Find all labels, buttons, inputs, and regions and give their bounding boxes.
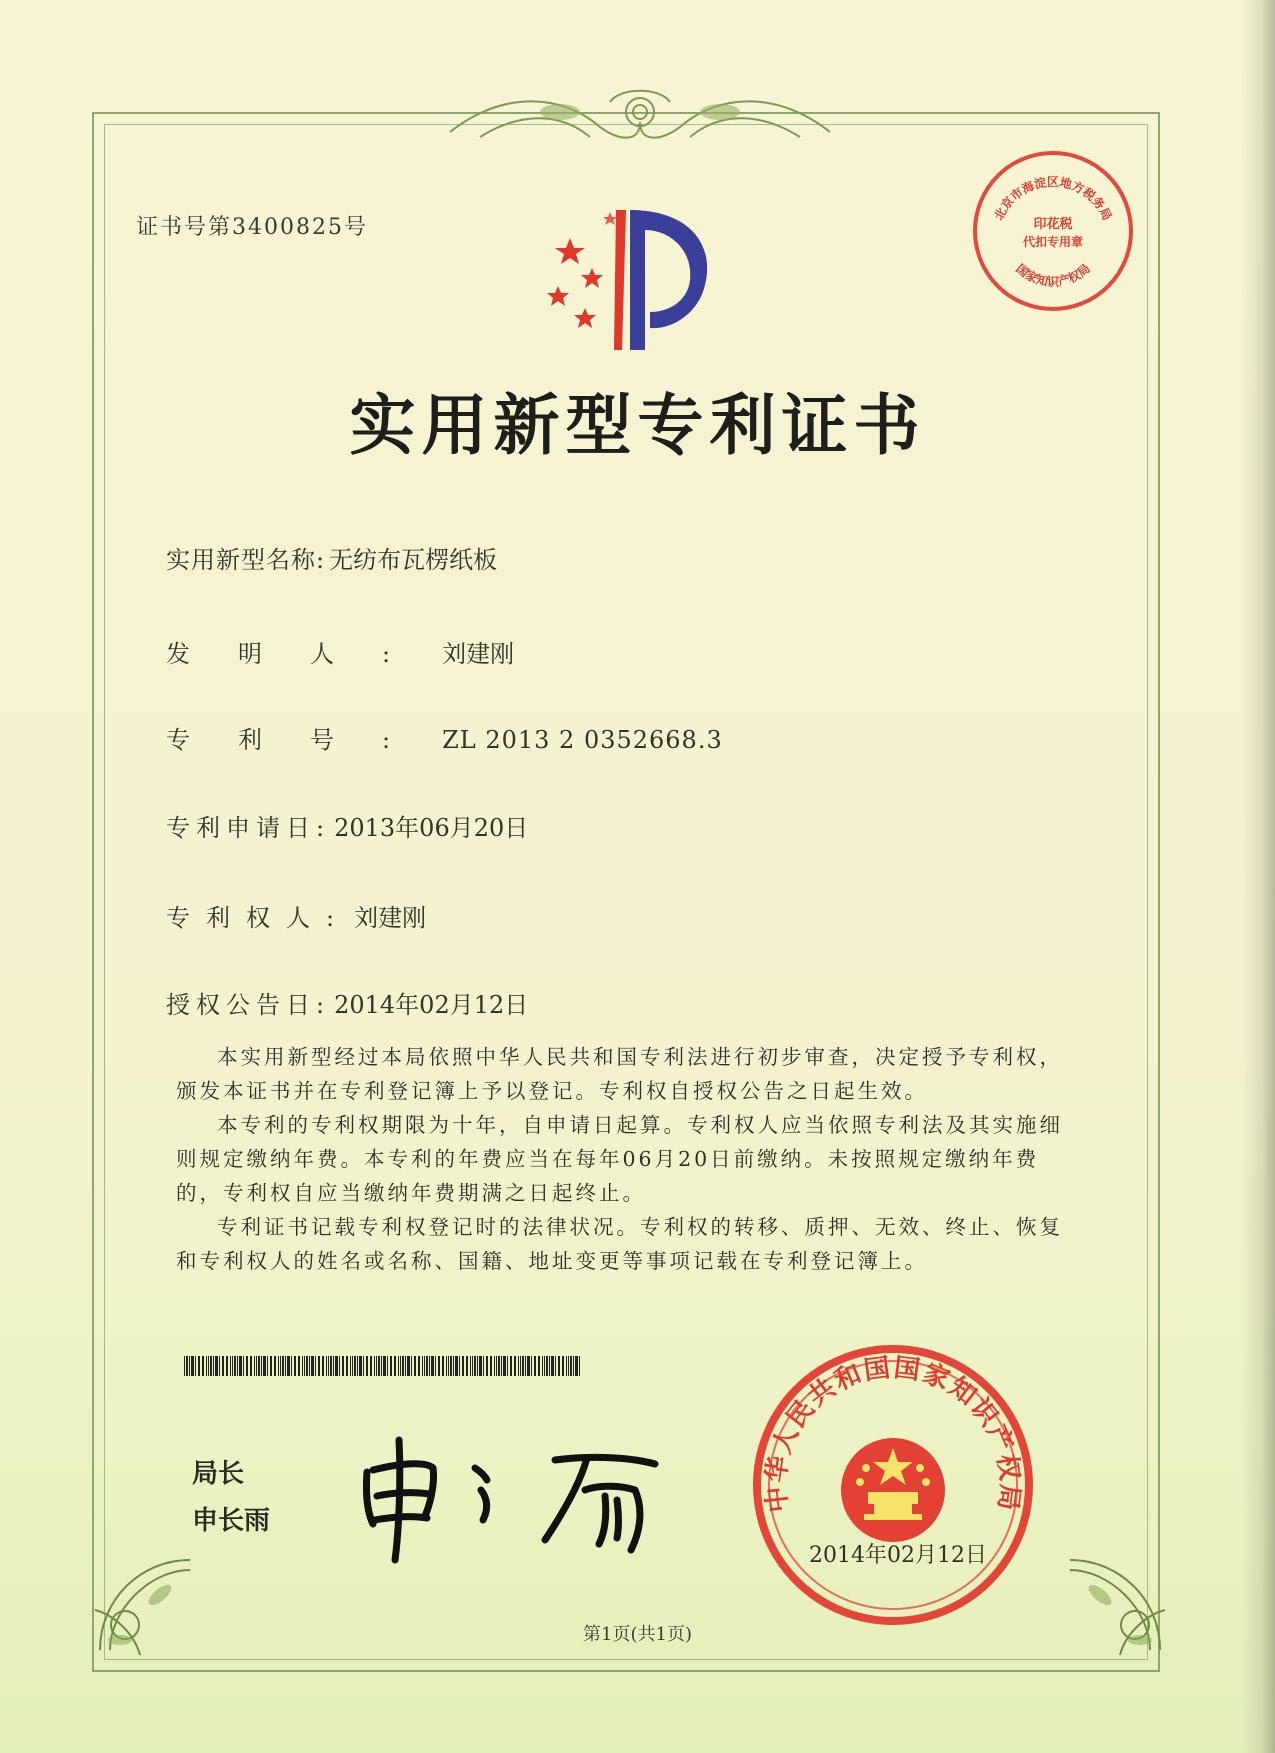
barcode-bar xyxy=(562,1356,564,1376)
barcode-bar xyxy=(394,1356,396,1376)
corner-ornament-icon xyxy=(1050,1540,1180,1670)
barcode-bar xyxy=(387,1356,388,1376)
barcode-bar xyxy=(267,1356,268,1376)
barcode-bar xyxy=(542,1356,543,1376)
national-emblem-icon xyxy=(841,1438,945,1542)
barcode-bar xyxy=(302,1356,303,1376)
barcode-bar xyxy=(503,1356,506,1376)
field-value: 2014年02月12日 xyxy=(334,991,529,1019)
barcode-bar xyxy=(232,1356,233,1376)
barcode-bar xyxy=(400,1356,401,1376)
field-label: 实用新型名称: xyxy=(166,546,326,574)
barcode-bar xyxy=(186,1356,188,1376)
barcode-bar xyxy=(525,1356,526,1376)
barcode-bar xyxy=(566,1356,567,1376)
barcode-bar xyxy=(326,1356,327,1376)
barcode-bar xyxy=(298,1356,300,1376)
certificate-body xyxy=(176,1040,1076,1278)
barcode-bar xyxy=(522,1356,524,1376)
barcode-bar xyxy=(263,1356,266,1376)
field-label: 授权公告日: xyxy=(166,991,331,1019)
barcode-bar xyxy=(213,1356,214,1376)
barcode-bar xyxy=(418,1356,420,1376)
barcode-bar xyxy=(270,1356,272,1376)
barcode-bar xyxy=(198,1356,200,1376)
barcode-bar xyxy=(570,1356,572,1376)
barcode-bar xyxy=(335,1356,338,1376)
barcode-bar xyxy=(309,1356,310,1376)
director-title: 局长 xyxy=(192,1459,245,1489)
page-fold-shadow xyxy=(1241,0,1275,1753)
page-indicator: 第1页(共1页) xyxy=(583,1624,692,1645)
barcode-bar xyxy=(507,1356,508,1376)
barcode-bar xyxy=(494,1356,495,1376)
barcode-bar xyxy=(501,1356,502,1376)
barcode-bar xyxy=(555,1356,556,1376)
barcode-bar xyxy=(256,1356,257,1376)
svg-text:中华人民共和国国家知识产权局: 中华人民共和国国家知识产权局 xyxy=(761,1353,1025,1514)
barcode-bar xyxy=(579,1356,580,1376)
barcode-bar xyxy=(246,1356,248,1376)
barcode-bar xyxy=(258,1356,260,1376)
field-application-date xyxy=(166,808,528,843)
corner-ornament-icon xyxy=(80,1540,210,1670)
field-value: ZL 2013 2 0352668.3 xyxy=(442,726,723,754)
body-paragraph: 专利证书记载专利权登记时的法律状况。专利权的转移、质押、无效、终止、恢复和专利权人的姓名或名称、国籍、地址变更等事项记载在专利登记簿上。 xyxy=(176,1215,1063,1273)
barcode-bar xyxy=(402,1356,404,1376)
barcode-bar xyxy=(282,1356,284,1376)
barcode-bar xyxy=(189,1356,190,1376)
barcode-bar xyxy=(414,1356,416,1376)
barcode-bar xyxy=(339,1356,340,1376)
field-inventor xyxy=(166,634,514,669)
body-paragraph: 本实用新型经过本局依照中华人民共和国专利法进行初步审查，决定授予专利权，颁发本证书并在专利登记簿上予以登记。专利权自授权公告之日起生效。 xyxy=(176,1045,1063,1103)
field-label: 专利号: xyxy=(166,726,439,754)
barcode-bar xyxy=(342,1356,344,1376)
barcode-bar xyxy=(462,1356,464,1376)
director-signature xyxy=(355,1420,675,1570)
barcode-bar xyxy=(549,1356,550,1376)
barcode-bar xyxy=(544,1356,545,1376)
barcode-bar xyxy=(239,1356,242,1376)
barcode-bar xyxy=(210,1356,212,1376)
barcode-bar xyxy=(431,1356,434,1376)
barcode-bar xyxy=(306,1356,308,1376)
barcode-bar xyxy=(383,1356,386,1376)
barcode-bar xyxy=(474,1356,476,1376)
barcode-bar xyxy=(466,1356,468,1376)
barcode-bar xyxy=(486,1356,488,1376)
barcode-bar xyxy=(531,1356,532,1376)
barcode-bar xyxy=(311,1356,314,1376)
barcode-bar xyxy=(318,1356,320,1376)
barcode-bar xyxy=(426,1356,428,1376)
barcode-bar xyxy=(291,1356,292,1376)
svg-text:国家知识产权局: 国家知识产权局 xyxy=(1013,261,1093,289)
barcode-bar xyxy=(230,1356,231,1376)
barcode-bar xyxy=(350,1356,351,1376)
barcode-bar xyxy=(538,1356,540,1376)
barcode-bar xyxy=(285,1356,286,1376)
barcode-bar xyxy=(322,1356,324,1376)
barcode-bar xyxy=(573,1356,574,1376)
barcode-bar xyxy=(206,1356,207,1376)
barcode-bar xyxy=(215,1356,218,1376)
barcode-bar xyxy=(407,1356,410,1376)
barcode-bar xyxy=(448,1356,449,1376)
barcode-bar xyxy=(435,1356,436,1376)
barcode-bar xyxy=(510,1356,512,1376)
barcode-bar xyxy=(496,1356,497,1376)
field-patentee xyxy=(166,898,426,933)
certificate-number: 证书号第3400825号 xyxy=(136,215,368,240)
barcode-bar xyxy=(274,1356,276,1376)
barcode-bar xyxy=(546,1356,548,1376)
barcode-bar xyxy=(195,1356,196,1376)
svg-text:北京市海淀区地方税务局: 北京市海淀区地方税务局 xyxy=(991,175,1115,223)
barcode-bar xyxy=(520,1356,521,1376)
barcode xyxy=(184,1356,580,1376)
barcode-bar xyxy=(390,1356,392,1376)
barcode-bar xyxy=(237,1356,238,1376)
document-title: 实用新型专利证书 xyxy=(349,386,926,464)
barcode-bar xyxy=(376,1356,377,1376)
barcode-bar xyxy=(219,1356,220,1376)
field-label: 发明人: xyxy=(166,640,439,668)
barcode-bar xyxy=(442,1356,444,1376)
barcode-bar xyxy=(202,1356,204,1376)
barcode-bar xyxy=(346,1356,348,1376)
barcode-bar xyxy=(363,1356,364,1376)
barcode-bar xyxy=(568,1356,569,1376)
barcode-bar xyxy=(330,1356,332,1376)
field-grant-date xyxy=(166,985,528,1020)
barcode-bar xyxy=(514,1356,516,1376)
sipo-official-seal xyxy=(748,1340,1038,1630)
barcode-bar xyxy=(453,1356,454,1376)
barcode-bar xyxy=(243,1356,244,1376)
field-utility-model-name xyxy=(166,540,497,575)
field-patent-number xyxy=(166,720,723,755)
field-value: 刘建刚 xyxy=(354,904,427,932)
field-label: 专利权人: xyxy=(166,904,351,932)
body-paragraph: 本专利的专利权期限为十年，自申请日起算。专利权人应当依照专利法及其实施细则规定缴纳年费。本专利的年费应当在每年06月20日前缴纳。未按照规定缴纳年费的，专利权自应当缴纳年费期满之日起终止。 xyxy=(176,1113,1063,1205)
barcode-bar xyxy=(184,1356,185,1376)
barcode-bar xyxy=(405,1356,406,1376)
barcode-bar xyxy=(479,1356,482,1376)
barcode-bar xyxy=(483,1356,484,1376)
barcode-bar xyxy=(234,1356,236,1376)
field-value: 2013年06月20日 xyxy=(334,814,529,842)
barcode-bar xyxy=(261,1356,262,1376)
barcode-bar xyxy=(226,1356,228,1376)
barcode-bar xyxy=(294,1356,296,1376)
barcode-bar xyxy=(411,1356,412,1376)
barcode-bar xyxy=(370,1356,372,1376)
barcode-bar xyxy=(378,1356,380,1376)
barcode-bar xyxy=(438,1356,440,1376)
field-label: 专利申请日: xyxy=(166,814,331,842)
barcode-bar xyxy=(280,1356,281,1376)
tax-stamp-seal xyxy=(968,146,1138,316)
barcode-bar xyxy=(450,1356,452,1376)
barcode-bar xyxy=(498,1356,500,1376)
barcode-bar xyxy=(558,1356,560,1376)
barcode-bar xyxy=(472,1356,473,1376)
barcode-bar xyxy=(208,1356,209,1376)
tax-seal-line2: 代扣专用章 xyxy=(1022,235,1084,249)
barcode-bar xyxy=(381,1356,382,1376)
patent-office-logo-icon xyxy=(530,200,730,360)
field-value: 刘建刚 xyxy=(442,640,515,668)
barcode-bar xyxy=(328,1356,329,1376)
barcode-bar xyxy=(287,1356,290,1376)
barcode-bar xyxy=(446,1356,447,1376)
barcode-bar xyxy=(278,1356,279,1376)
barcode-bar xyxy=(477,1356,478,1376)
barcode-bar xyxy=(455,1356,458,1376)
tax-seal-line1: 印花税 xyxy=(1033,217,1073,232)
barcode-bar xyxy=(333,1356,334,1376)
barcode-bar xyxy=(398,1356,399,1376)
director-name: 申长雨 xyxy=(192,1506,271,1536)
barcode-bar xyxy=(250,1356,252,1376)
barcode-bar xyxy=(191,1356,194,1376)
seal-date: 2014年02月12日 xyxy=(809,1543,987,1568)
barcode-bar xyxy=(551,1356,554,1376)
barcode-bar xyxy=(366,1356,368,1376)
barcode-bar xyxy=(354,1356,356,1376)
top-ornament-icon xyxy=(440,82,840,152)
barcode-bar xyxy=(352,1356,353,1376)
barcode-bar xyxy=(374,1356,375,1376)
barcode-bar xyxy=(459,1356,460,1376)
barcode-bar xyxy=(527,1356,530,1376)
barcode-bar xyxy=(470,1356,471,1376)
barcode-bar xyxy=(490,1356,492,1376)
barcode-bar xyxy=(315,1356,316,1376)
barcode-bar xyxy=(254,1356,255,1376)
barcode-bar xyxy=(518,1356,519,1376)
field-value: 无纺布瓦楞纸板 xyxy=(329,546,498,574)
barcode-bar xyxy=(357,1356,358,1376)
barcode-bar xyxy=(304,1356,305,1376)
barcode-bar xyxy=(534,1356,536,1376)
barcode-bar xyxy=(424,1356,425,1376)
barcode-bar xyxy=(222,1356,224,1376)
barcode-bar xyxy=(429,1356,430,1376)
barcode-bar xyxy=(359,1356,362,1376)
barcode-bar xyxy=(422,1356,423,1376)
barcode-bar xyxy=(575,1356,578,1376)
